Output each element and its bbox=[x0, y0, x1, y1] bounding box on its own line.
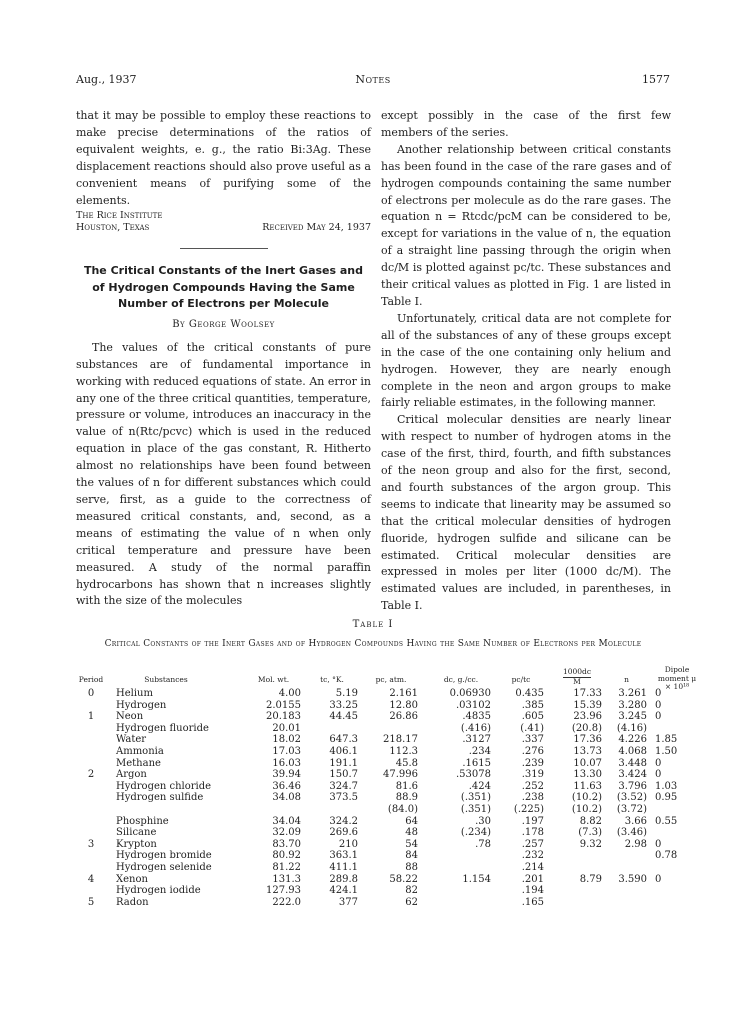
cell-ratio: (10.2) bbox=[571, 803, 602, 815]
table-row bbox=[76, 769, 670, 781]
cell-tc: 424.1 bbox=[329, 885, 358, 897]
header-tc: tc, °K. bbox=[320, 675, 344, 684]
cell-pc-tc: .337 bbox=[521, 734, 544, 746]
cell-substance: Phosphine bbox=[116, 815, 169, 827]
cell-tc: 210 bbox=[338, 838, 358, 850]
cell-tc: 373.5 bbox=[329, 792, 358, 804]
cell-dc: .03102 bbox=[456, 699, 491, 711]
cell-pc-tc: .232 bbox=[521, 850, 544, 862]
cell-pc: 47.996 bbox=[383, 769, 418, 781]
cell-mol-wt: 34.04 bbox=[272, 815, 301, 827]
cell-mol-wt: 20.01 bbox=[272, 722, 301, 734]
cell-period: 5 bbox=[87, 896, 95, 908]
table-row bbox=[76, 700, 670, 712]
cell-ratio: 13.73 bbox=[573, 745, 602, 757]
cell-pc-tc: .385 bbox=[521, 699, 544, 711]
cell-dipole: 0 bbox=[655, 699, 662, 711]
cell-n: 3.424 bbox=[618, 769, 647, 781]
cell-substance: Xenon bbox=[116, 873, 148, 885]
header-page-number: 1577 bbox=[642, 73, 670, 86]
cell-tc: 324.2 bbox=[329, 815, 358, 827]
cell-dc: 0.06930 bbox=[449, 688, 491, 699]
cell-mol-wt: 127.93 bbox=[266, 885, 301, 897]
cell-n: 3.280 bbox=[618, 699, 647, 711]
table-row bbox=[76, 850, 678, 862]
paragraph: except possibly in the case of the first few members of the series. bbox=[381, 109, 671, 139]
cell-pc-tc: .194 bbox=[521, 885, 544, 897]
cell-dc: .424 bbox=[468, 780, 491, 792]
ratio-fraction bbox=[563, 668, 591, 686]
cell-mol-wt: 81.22 bbox=[272, 861, 301, 873]
cell-ratio: 9.32 bbox=[579, 838, 602, 850]
cell-substance: Methane bbox=[116, 757, 161, 769]
paragraph: Critical molecular densities are nearly linear with respect to number of hydrogen atoms in the case of the first, third, fourth, and fifth substances of the neon group and also for the first, second, and fourth substances of the argon group. This seems to indicate that linearity may be assumed so that the critical molecular densities of hydrogen fluoride, hydrogen sulfide and silicane can be estimated. Critical molecular densities are expressed in moles per liter (1000 dc/M). The estimated values are included, in parentheses, in Table I. bbox=[381, 413, 671, 613]
cell-pc: 48 bbox=[405, 827, 418, 839]
cell-substance: Helium bbox=[116, 688, 153, 699]
cell-pc: 82 bbox=[405, 885, 418, 897]
cell-dipole: 1.85 bbox=[655, 734, 678, 746]
cell-n: 3.796 bbox=[618, 780, 647, 792]
cell-pc: 2.161 bbox=[389, 688, 418, 699]
cell-ratio: 15.39 bbox=[573, 699, 602, 711]
cell-dipole: 0 bbox=[655, 711, 662, 723]
cell-mol-wt: 4.00 bbox=[278, 688, 301, 699]
cell-pc-tc: .201 bbox=[521, 873, 544, 885]
cell-n: 4.068 bbox=[618, 745, 647, 757]
cell-pc-tc: 0.435 bbox=[515, 688, 544, 699]
table-row bbox=[76, 839, 670, 851]
institution: The Rice Institute bbox=[76, 210, 163, 222]
cell-pc-tc: .605 bbox=[521, 711, 544, 723]
cell-pc: (84.0) bbox=[387, 803, 418, 815]
cell-pc: 26.86 bbox=[389, 711, 418, 723]
cell-dipole: 0 bbox=[655, 769, 662, 781]
cell-pc-tc: (.41) bbox=[520, 722, 544, 734]
cell-n: 3.245 bbox=[618, 711, 647, 723]
header-mol-wt: Mol. wt. bbox=[257, 675, 290, 684]
header-n: n bbox=[624, 675, 629, 684]
cell-dipole: 0.78 bbox=[655, 850, 678, 862]
cell-dc: (.351) bbox=[460, 803, 491, 815]
paragraph: Unfortunately, critical data are not complete for all of the substances of any of these groups except in the case of the one containing only helium and hydrogen. However, they are nearly enough complete in the neon and argon groups to make fairly reliable estimates, in the following manner. bbox=[381, 311, 671, 410]
left-column bbox=[76, 108, 371, 610]
table-row bbox=[76, 792, 678, 804]
cell-pc: 81.6 bbox=[395, 780, 418, 792]
cell-period: 2 bbox=[87, 769, 95, 781]
cell-mol-wt: 32.09 bbox=[272, 827, 301, 839]
cell-pc-tc: (.225) bbox=[513, 803, 544, 815]
cell-mol-wt: 222.0 bbox=[272, 896, 301, 908]
cell-tc: 33.25 bbox=[329, 699, 358, 711]
table-caption: Critical Constants of the Inert Gases and of Hydrogen Compounds Having the Same Number of Electrons per Molecule bbox=[104, 639, 642, 649]
cell-n: 4.226 bbox=[618, 734, 647, 746]
cell-pc-tc: .252 bbox=[521, 780, 544, 792]
cell-mol-wt: 34.08 bbox=[272, 792, 301, 804]
cell-dc: (.416) bbox=[460, 722, 491, 734]
cell-ratio: 13.30 bbox=[573, 769, 602, 781]
table-body bbox=[76, 688, 678, 908]
table-row bbox=[76, 688, 670, 700]
table-row bbox=[76, 827, 670, 839]
cell-dc: (.351) bbox=[460, 792, 491, 804]
cell-ratio: 10.07 bbox=[573, 757, 602, 769]
cell-pc-tc: .276 bbox=[521, 745, 544, 757]
cell-dc: .4835 bbox=[462, 711, 491, 723]
header-period: Period bbox=[78, 675, 104, 684]
table-row bbox=[76, 734, 678, 746]
cell-substance: Neon bbox=[116, 711, 144, 723]
cell-dipole: 0 bbox=[655, 838, 662, 850]
cell-n: 3.590 bbox=[618, 873, 647, 885]
cell-pc-tc: .257 bbox=[521, 838, 544, 850]
cell-mol-wt: 17.03 bbox=[272, 745, 301, 757]
cell-substance: Water bbox=[116, 734, 147, 746]
cell-tc: 5.19 bbox=[335, 688, 358, 699]
table-row bbox=[76, 862, 670, 874]
ratio-numerator: 1000dc bbox=[562, 667, 592, 676]
cell-dipole: 1.03 bbox=[655, 780, 678, 792]
cell-substance: Hydrogen iodide bbox=[116, 885, 201, 897]
cell-dc: 1.154 bbox=[462, 873, 491, 885]
cell-period: 3 bbox=[87, 838, 95, 850]
header-substances: Substances bbox=[144, 675, 188, 684]
cell-dc: (.234) bbox=[460, 827, 491, 839]
cell-n: 3.448 bbox=[618, 757, 647, 769]
cell-tc: 289.8 bbox=[329, 873, 358, 885]
header-section: Notes bbox=[355, 73, 391, 86]
cell-ratio: 23.96 bbox=[573, 711, 602, 723]
cell-ratio: 17.33 bbox=[573, 688, 602, 699]
cell-mol-wt: 131.3 bbox=[272, 873, 301, 885]
received-date: Received May 24, 1937 bbox=[262, 222, 371, 234]
cell-pc: 64 bbox=[405, 815, 418, 827]
header-pc: pc, atm. bbox=[375, 675, 407, 684]
cell-n: (3.52) bbox=[616, 792, 647, 804]
cell-dipole: 0.55 bbox=[655, 815, 678, 827]
cell-n: 3.66 bbox=[624, 815, 647, 827]
cell-substance: Hydrogen fluoride bbox=[116, 722, 209, 734]
cell-period: 1 bbox=[87, 711, 95, 723]
cell-pc: 218.17 bbox=[383, 734, 418, 746]
article-title: The Critical Constants of the Inert Gases and of Hydrogen Compounds Having the Same Number of Electrons per Molecule bbox=[83, 264, 364, 311]
cell-tc: 324.7 bbox=[329, 780, 358, 792]
table-row bbox=[76, 745, 678, 758]
cell-mol-wt: 39.94 bbox=[272, 769, 301, 781]
cell-dc: .234 bbox=[468, 745, 491, 757]
table-header bbox=[76, 665, 697, 691]
cell-ratio: 8.82 bbox=[579, 815, 602, 827]
cell-dipole: 0 bbox=[655, 757, 662, 769]
cell-pc-tc: .214 bbox=[521, 861, 544, 873]
paragraph: that it may be possible to employ these reactions to make precise determinations of the ratios of equivalent weights, e. g., the ratio Bi:3Ag. These displacement reactions should also prove useful as a convenient means of purifying some of the elements. bbox=[76, 109, 371, 207]
cell-mol-wt: 20.183 bbox=[266, 711, 301, 723]
paragraph: The values of the critical constants of pure substances are of fundamental importance in working with reduced equations of state. An error in any one of the three critical quantities, temperature, pressure or volume, introduces an inaccuracy in the value of n(Rtc/pcvc) which is used in the reduced equation in place of the gas constant, R. Hitherto almost no relationships have been found between the values of n for different substances which could serve, first, as a guide to the correctness of measured critical constants, and, second, as a means of estimating the value of n when only critical temperature and pressure have been measured. A study of the normal paraffin hydrocarbons has shown that n increases slightly with the size of the molecules bbox=[76, 340, 371, 608]
section-divider bbox=[180, 248, 268, 249]
cell-pc-tc: .197 bbox=[521, 815, 544, 827]
cell-ratio: (10.2) bbox=[571, 792, 602, 804]
table-row bbox=[76, 885, 670, 897]
cell-dc: .30 bbox=[475, 815, 491, 827]
cell-substance: Silicane bbox=[116, 827, 157, 839]
table-row bbox=[76, 711, 670, 723]
cell-n: 3.261 bbox=[618, 688, 647, 699]
cell-mol-wt: 18.02 bbox=[272, 734, 301, 746]
cell-n: 2.98 bbox=[624, 838, 647, 850]
cell-pc-tc: .165 bbox=[521, 896, 544, 908]
cell-substance: Ammonia bbox=[116, 745, 164, 757]
table-row bbox=[76, 874, 670, 886]
cell-pc: 84 bbox=[405, 850, 418, 862]
header-ratio bbox=[552, 668, 602, 686]
cell-n: (4.16) bbox=[616, 722, 647, 734]
cell-n: (3.46) bbox=[616, 827, 647, 839]
header-pc-tc: pc/tc bbox=[511, 675, 531, 684]
data-table bbox=[76, 665, 697, 908]
cell-pc: 45.8 bbox=[395, 757, 418, 769]
cell-substance: Hydrogen chloride bbox=[116, 780, 212, 792]
cell-dc: .3127 bbox=[462, 734, 491, 746]
table-title: Table I bbox=[352, 619, 394, 630]
cell-tc: 411.1 bbox=[329, 861, 358, 873]
cell-tc: 363.1 bbox=[329, 850, 358, 862]
cell-n: (3.72) bbox=[616, 803, 647, 815]
table-row bbox=[76, 897, 670, 909]
cell-pc: 58.22 bbox=[389, 873, 418, 885]
table-row bbox=[76, 723, 670, 735]
byline: By George Woolsey bbox=[172, 318, 275, 330]
cell-pc: 62 bbox=[405, 896, 418, 908]
cell-tc: 377 bbox=[338, 896, 358, 908]
table-row bbox=[76, 804, 670, 816]
cell-substance: Krypton bbox=[116, 838, 157, 850]
cell-substance: Argon bbox=[116, 769, 147, 781]
cell-pc-tc: .319 bbox=[521, 769, 544, 781]
cell-mol-wt: 36.46 bbox=[272, 780, 301, 792]
header-dc: dc, g./cc. bbox=[443, 675, 479, 684]
cell-tc: 191.1 bbox=[329, 757, 358, 769]
cell-substance: Hydrogen sulfide bbox=[116, 792, 204, 804]
cell-pc: 88.9 bbox=[395, 792, 418, 804]
cell-substance: Hydrogen selenide bbox=[116, 861, 212, 873]
cell-substance: Hydrogen bbox=[116, 699, 167, 711]
cell-pc: 54 bbox=[405, 838, 418, 850]
cell-ratio: (7.3) bbox=[578, 827, 602, 839]
cell-dipole: 1.50 bbox=[655, 745, 678, 757]
cell-pc-tc: .238 bbox=[521, 792, 544, 804]
cell-period: 4 bbox=[87, 873, 95, 885]
cell-ratio: (20.8) bbox=[571, 722, 602, 734]
cell-mol-wt: 80.92 bbox=[272, 850, 301, 862]
affiliation-block bbox=[76, 210, 371, 234]
table-row bbox=[76, 780, 678, 793]
cell-dipole: 0 bbox=[655, 873, 662, 885]
cell-tc: 150.7 bbox=[329, 769, 358, 781]
cell-tc: 269.6 bbox=[329, 827, 358, 839]
cell-tc: 647.3 bbox=[329, 734, 358, 746]
header-dipole: Dipole moment μ × 10¹⁸ bbox=[657, 665, 697, 691]
cell-ratio: 17.36 bbox=[573, 734, 602, 746]
cell-mol-wt: 16.03 bbox=[272, 757, 301, 769]
ratio-denominator: M bbox=[573, 676, 581, 686]
cell-mol-wt: 2.0155 bbox=[266, 699, 301, 711]
cell-period: 0 bbox=[87, 688, 95, 699]
table-row bbox=[76, 758, 670, 770]
table-row bbox=[76, 815, 678, 828]
cell-mol-wt: 83.70 bbox=[272, 838, 301, 850]
cell-pc: 88 bbox=[405, 861, 418, 873]
paragraph: Another relationship between critical constants has been found in the case of the rare gases and of hydrogen compounds containing the same number of electrons per molecule as do the rare gases. The equation n = Rtcdc/pcM can be considered to be, except for variations in the value of n, the equation of a straight line passing through the origin when dc/M is plotted against pc/tc. These substances and their critical values as plotted in Fig. 1 are listed in Table I. bbox=[381, 142, 671, 308]
cell-pc: 12.80 bbox=[389, 699, 418, 711]
cell-pc-tc: .239 bbox=[521, 757, 544, 769]
cell-pc-tc: .178 bbox=[521, 827, 544, 839]
cell-pc: 112.3 bbox=[389, 745, 418, 757]
cell-substance: Radon bbox=[116, 896, 149, 908]
institution-city: Houston, Texas bbox=[76, 222, 150, 234]
cell-ratio: 11.63 bbox=[573, 780, 602, 792]
cell-ratio: 8.79 bbox=[579, 873, 602, 885]
cell-substance: Hydrogen bromide bbox=[116, 850, 212, 862]
cell-dc: .1615 bbox=[462, 757, 491, 769]
right-column bbox=[381, 108, 671, 615]
cell-dc: .78 bbox=[475, 838, 491, 850]
cell-tc: 44.45 bbox=[329, 711, 358, 723]
cell-dc: .53078 bbox=[456, 769, 491, 781]
cell-tc: 406.1 bbox=[329, 745, 358, 757]
cell-dipole: 0 bbox=[655, 688, 662, 699]
cell-dipole: 0.95 bbox=[655, 792, 678, 804]
header-date: Aug., 1937 bbox=[76, 73, 137, 86]
running-header bbox=[76, 73, 670, 87]
